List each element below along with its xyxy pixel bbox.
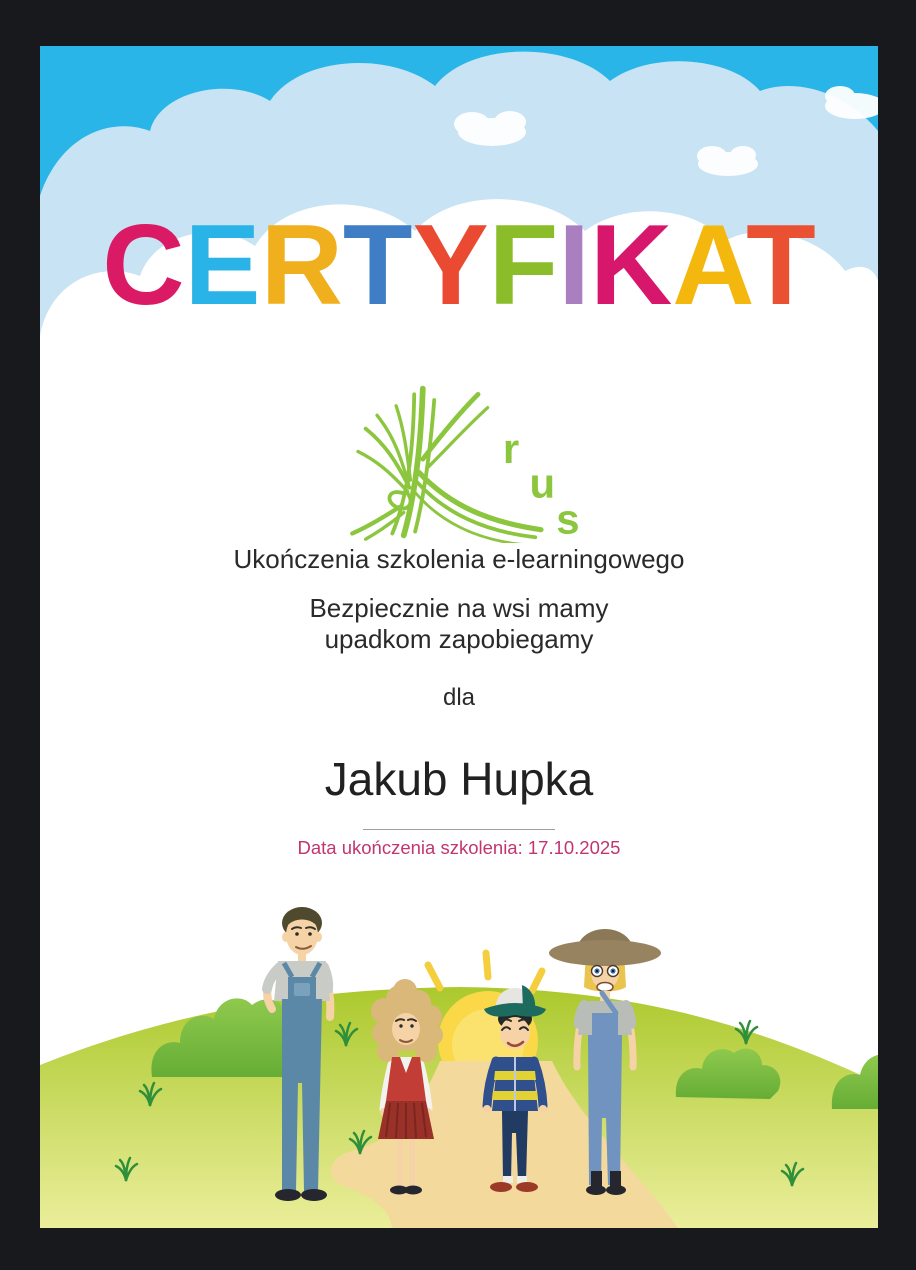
krus-logo <box>40 381 878 548</box>
for-label: dla <box>442 684 476 711</box>
title-letter: T <box>342 202 413 329</box>
title-letter: F <box>488 202 559 329</box>
sky-header <box>40 46 878 406</box>
completion-date <box>40 837 878 859</box>
logo-letter-u: u <box>529 459 556 507</box>
recipient-name: Jakub Hupka <box>324 753 594 805</box>
certificate <box>40 46 878 1228</box>
title-letter: R <box>260 202 343 329</box>
subtitle-text: Ukończenia szkolenia e-learningowego <box>233 544 685 574</box>
title-letter: Y <box>412 202 489 329</box>
title-letter: K <box>589 202 673 329</box>
title-letter: C <box>102 202 185 329</box>
course-title <box>40 593 878 655</box>
title-letter: I <box>558 202 590 329</box>
krus-ribbon-icon <box>314 381 604 543</box>
farm-family-illustration <box>40 893 878 1228</box>
name-underline <box>363 829 555 830</box>
title-letter: E <box>184 202 261 329</box>
logo-letter-r: r <box>502 424 520 472</box>
logo-letter-s: s <box>556 495 580 543</box>
title-letter: T <box>746 202 816 329</box>
completion-date-label: Data ukończenia szkolenia: <box>297 837 523 858</box>
title-letter: A <box>672 202 747 329</box>
course-line-1: Bezpiecznie na wsi mamy <box>309 593 609 623</box>
certificate-title <box>40 202 878 329</box>
course-line-2: upadkom zapobiegamy <box>324 624 594 654</box>
completion-date-value: 17.10.2025 <box>527 837 621 858</box>
